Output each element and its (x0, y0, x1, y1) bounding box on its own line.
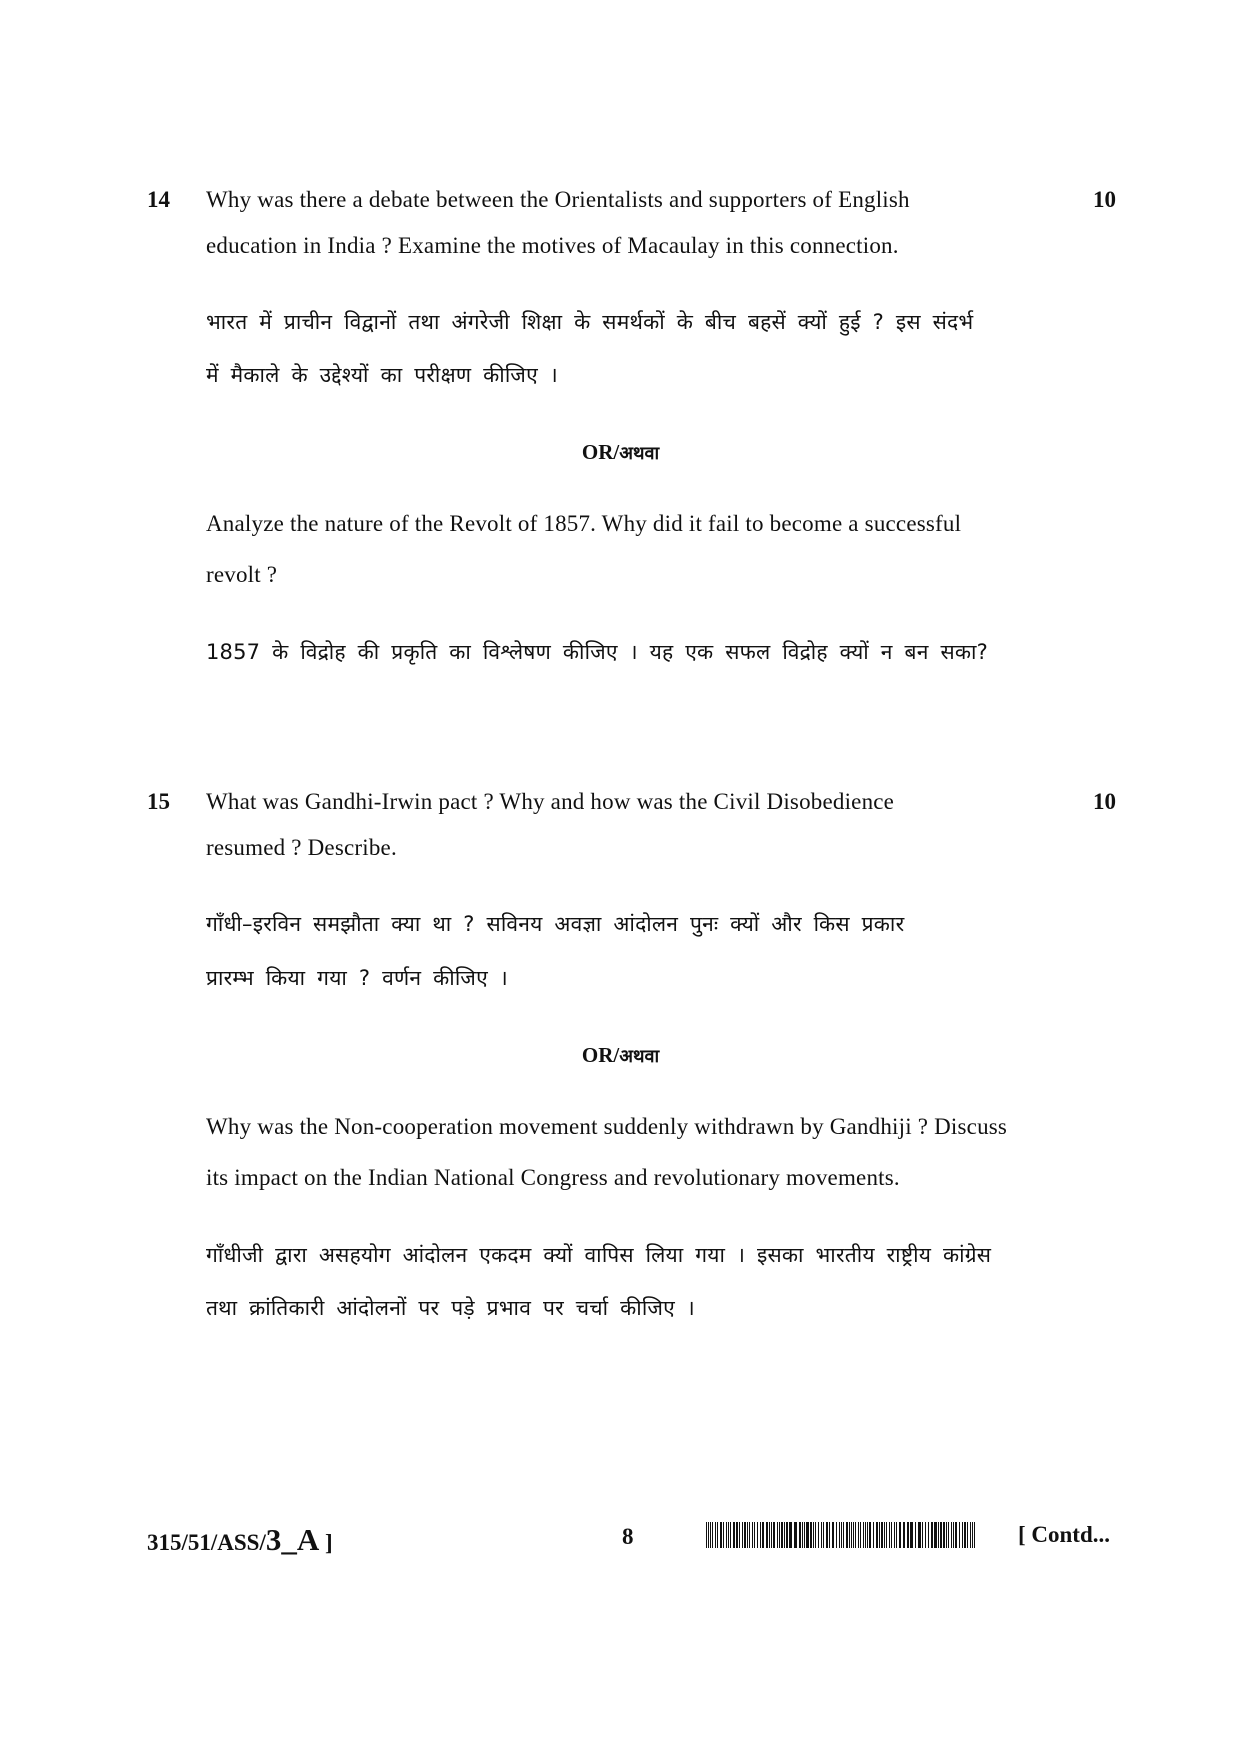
question-15-text-line-1: What was Gandhi-Irwin pact ? Why and how was the Civil Disobedience (206, 789, 895, 814)
question-14-alternative-line-2: revolt ? (206, 562, 278, 587)
question-14-hindi-line-2: में मैकाले के उद्देश्यों का परीक्षण कीजिए । (206, 363, 558, 387)
paper-code-prefix: 315/51/ASS/ (147, 1530, 266, 1555)
question-14-alternative-hindi-line-1: 1857 के विद्रोह की प्रकृति का विश्लेषण कीजिए । यह एक सफल विद्रोह क्यों न बन सका? (206, 640, 988, 664)
question-14-marks: 10 (1093, 187, 1116, 212)
question-14-text-line-1: Why was there a debate between the Orientalists and supporters of English (206, 187, 910, 212)
or-label-hindi: अथवा (619, 1046, 660, 1067)
question-14-text-line-2: education in India ? Examine the motives of Macaulay in this connection. (206, 233, 899, 258)
question-15-alternative-hindi-line-2: तथा क्रांतिकारी आंदोलनों पर पड़े प्रभाव पर चर्चा कीजिए । (206, 1296, 695, 1320)
question-14-or-divider (0, 440, 1241, 465)
question-14-hindi-line-1: भारत में प्राचीन विद्वानों तथा अंगरेजी शिक्षा के समर्थकों के बीच बहसें क्यों हुई ? इस संदर्भ (206, 310, 974, 334)
question-15-alternative-hindi-line-1: गाँधीजी द्वारा असहयोग आंदोलन एकदम क्यों वापिस लिया गया । इसका भारतीय राष्ट्रीय कांग्रेस (206, 1243, 992, 1267)
question-15-hindi-line-2: प्रारम्भ किया गया ? वर्णन कीजिए । (206, 966, 508, 990)
question-15-marks: 10 (1093, 789, 1116, 814)
barcode-icon (706, 1522, 976, 1548)
question-15-alternative-line-1: Why was the Non-cooperation movement suddenly withdrawn by Gandhiji ? Discuss (206, 1114, 1008, 1139)
question-14-number: 14 (147, 187, 170, 212)
page-number: 8 (622, 1524, 634, 1549)
paper-code-suffix: ] (319, 1530, 333, 1555)
paper-code-set: 3_A (265, 1522, 320, 1557)
question-15-or-divider (0, 1043, 1241, 1068)
or-label: OR/ (581, 1043, 620, 1067)
continued-label: [ Contd... (1018, 1522, 1111, 1547)
question-15-hindi-line-1: गाँधी–इरविन समझौता क्या था ? सविनय अवज्ञा आंदोलन पुनः क्यों और किस प्रकार (206, 912, 905, 936)
question-14-alternative-line-1: Analyze the nature of the Revolt of 1857. Why did it fail to become a successful (206, 511, 962, 536)
or-label-hindi: अथवा (619, 443, 660, 464)
question-15-number: 15 (147, 789, 170, 814)
question-15-alternative-line-2: its impact on the Indian National Congress and revolutionary movements. (206, 1165, 900, 1190)
question-15-text-line-2: resumed ? Describe. (206, 835, 397, 860)
paper-code (147, 1522, 333, 1558)
or-label: OR/ (581, 440, 620, 464)
